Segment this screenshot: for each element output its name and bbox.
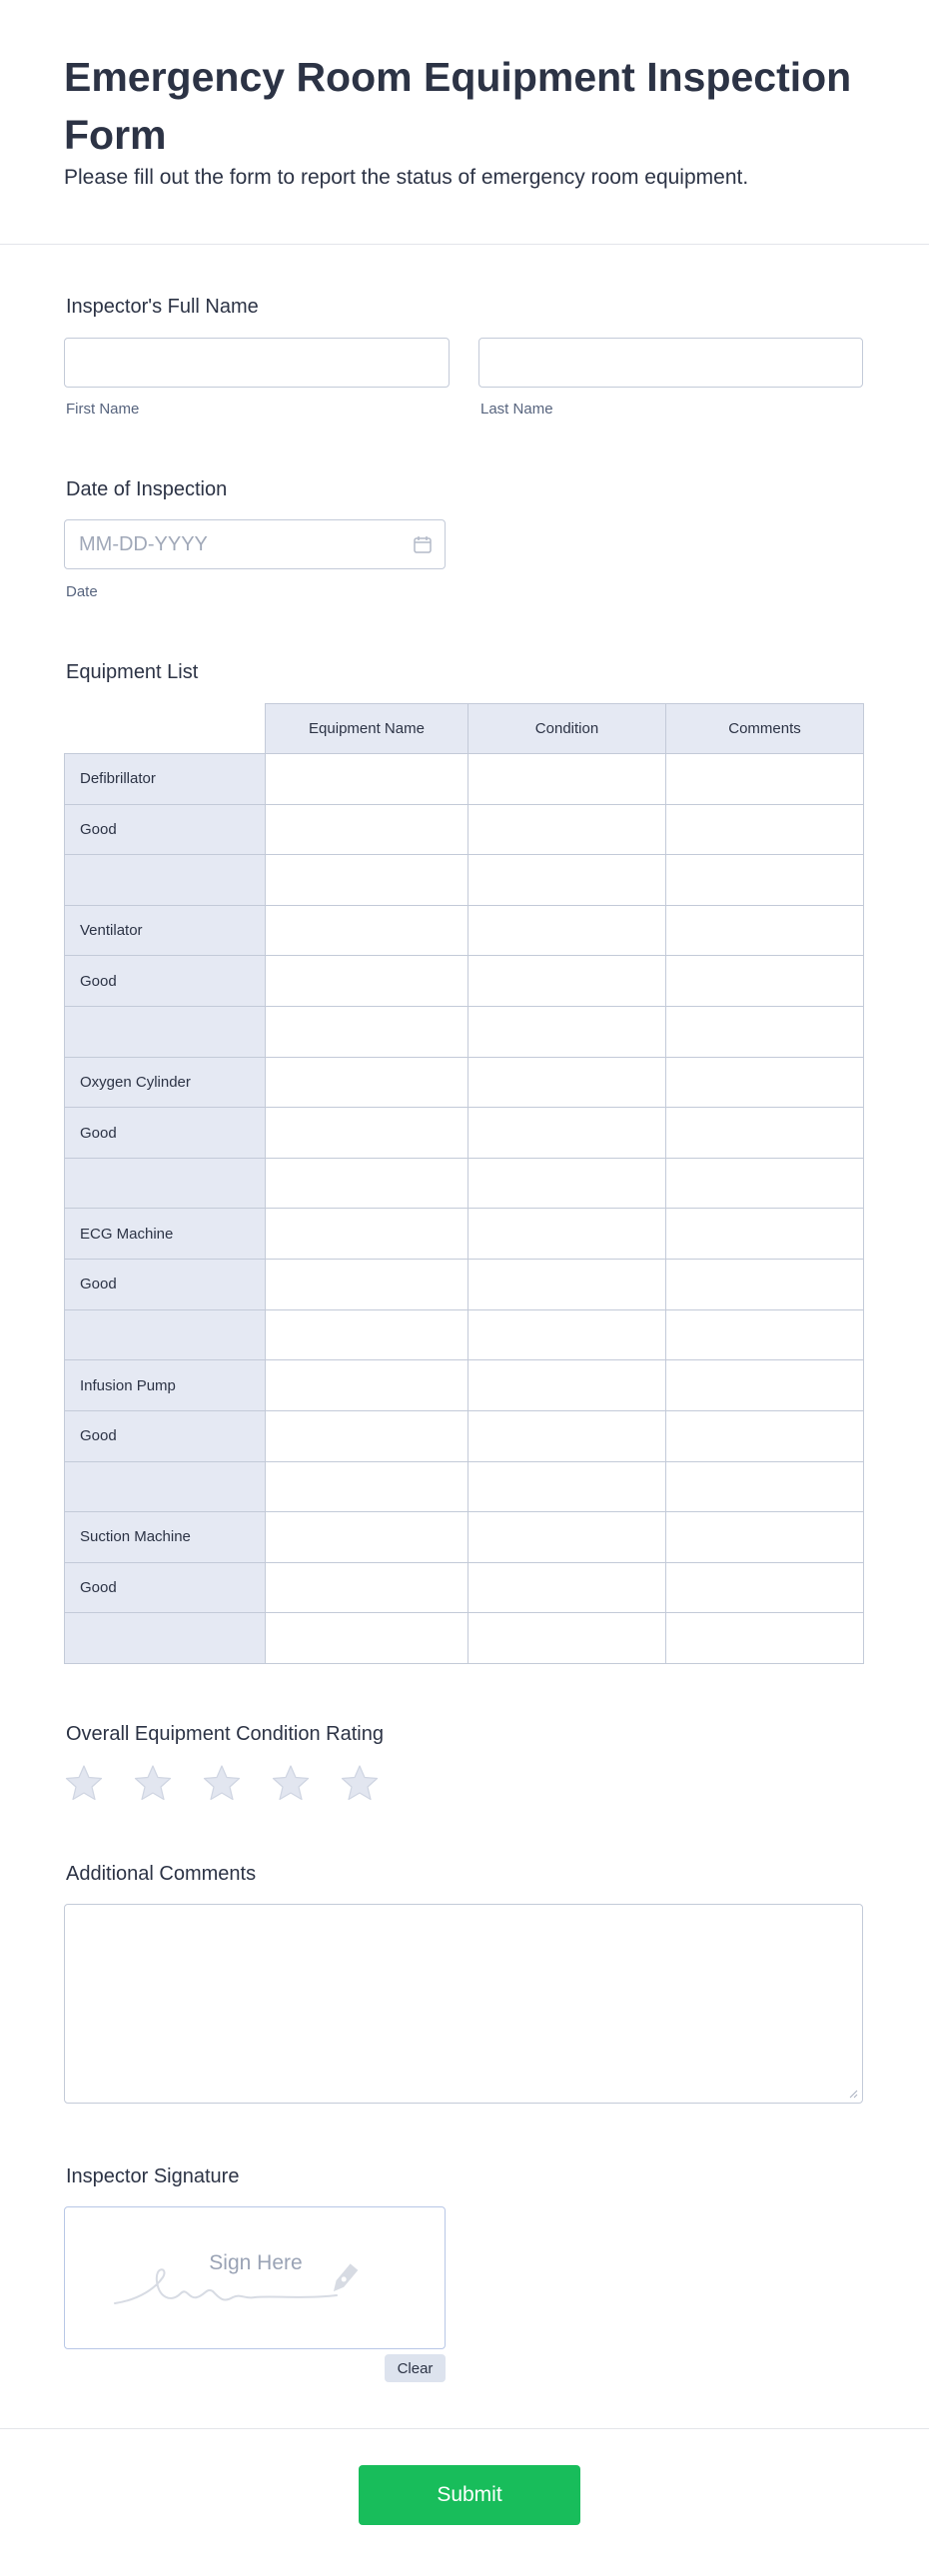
row-header: Good	[65, 804, 266, 855]
matrix-cell[interactable]	[468, 1209, 666, 1260]
row-header: Good	[65, 1562, 266, 1613]
matrix-cell[interactable]	[666, 1410, 864, 1461]
row-header: Suction Machine	[65, 1512, 266, 1563]
date-sublabel: Date	[66, 583, 98, 600]
matrix-cell[interactable]	[666, 804, 864, 855]
matrix-cell[interactable]	[666, 1461, 864, 1512]
row-header	[65, 855, 266, 906]
date-input[interactable]	[64, 519, 446, 569]
equipment-matrix	[64, 703, 864, 1664]
matrix-row	[65, 855, 864, 906]
matrix-cell[interactable]	[666, 1260, 864, 1310]
row-header: Defibrillator	[65, 754, 266, 805]
additional-comments-label: Additional Comments	[66, 1863, 257, 1885]
row-header: Good	[65, 1108, 266, 1159]
row-header	[65, 1613, 266, 1664]
matrix-cell[interactable]	[666, 1512, 864, 1563]
column-header: Equipment Name	[266, 704, 468, 754]
rating-label: Overall Equipment Condition Rating	[66, 1723, 384, 1745]
first-name-sublabel: First Name	[66, 401, 140, 418]
column-header: Comments	[666, 704, 864, 754]
matrix-row	[65, 1562, 864, 1613]
matrix-row	[65, 804, 864, 855]
matrix-cell[interactable]	[666, 754, 864, 805]
matrix-row	[65, 1057, 864, 1108]
matrix-cell[interactable]	[266, 1512, 468, 1563]
matrix-corner	[65, 704, 266, 754]
matrix-cell[interactable]	[468, 1461, 666, 1512]
date-placeholder: MM-DD-YYYY	[79, 533, 208, 555]
matrix-row	[65, 1158, 864, 1209]
matrix-cell[interactable]	[666, 1309, 864, 1360]
matrix-row	[65, 1007, 864, 1058]
matrix-cell[interactable]	[468, 1057, 666, 1108]
matrix-cell[interactable]	[666, 1209, 864, 1260]
matrix-cell[interactable]	[266, 905, 468, 956]
matrix-cell[interactable]	[468, 1260, 666, 1310]
additional-comments-textarea[interactable]	[64, 1904, 863, 2104]
row-header: Good	[65, 1410, 266, 1461]
matrix-cell[interactable]	[468, 804, 666, 855]
matrix-row	[65, 1108, 864, 1159]
matrix-row	[65, 1461, 864, 1512]
matrix-cell[interactable]	[666, 1158, 864, 1209]
matrix-cell[interactable]	[266, 804, 468, 855]
matrix-cell[interactable]	[266, 1057, 468, 1108]
column-header: Condition	[468, 704, 666, 754]
page-title: Emergency Room Equipment Inspection Form	[64, 54, 852, 158]
row-header: Ventilator	[65, 905, 266, 956]
matrix-row	[65, 1260, 864, 1310]
equipment-list-label: Equipment List	[66, 661, 199, 683]
matrix-cell[interactable]	[468, 956, 666, 1007]
first-name-input[interactable]	[64, 338, 450, 388]
matrix-cell[interactable]	[266, 855, 468, 906]
signature-pad[interactable]	[64, 2206, 446, 2349]
matrix-cell[interactable]	[468, 1360, 666, 1411]
matrix-cell[interactable]	[266, 1410, 468, 1461]
matrix-row	[65, 956, 864, 1007]
matrix-row	[65, 1309, 864, 1360]
row-header: ECG Machine	[65, 1209, 266, 1260]
inspector-name-label: Inspector's Full Name	[66, 296, 259, 318]
row-header	[65, 1007, 266, 1058]
star-icon[interactable]	[64, 1763, 104, 1803]
form-header	[0, 0, 929, 245]
matrix-row	[65, 905, 864, 956]
matrix-cell[interactable]	[266, 1158, 468, 1209]
submit-button[interactable]: Submit	[359, 2465, 580, 2525]
matrix-cell[interactable]	[266, 1209, 468, 1260]
matrix-cell[interactable]	[266, 1461, 468, 1512]
row-header	[65, 1309, 266, 1360]
matrix-cell[interactable]	[266, 956, 468, 1007]
row-header: Infusion Pump	[65, 1360, 266, 1411]
matrix-cell[interactable]	[666, 1613, 864, 1664]
row-header	[65, 1461, 266, 1512]
matrix-row	[65, 1209, 864, 1260]
matrix-cell[interactable]	[468, 905, 666, 956]
matrix-row	[65, 1360, 864, 1411]
row-header: Good	[65, 956, 266, 1007]
matrix-cell[interactable]	[468, 1562, 666, 1613]
star-icon[interactable]	[202, 1763, 242, 1803]
matrix-cell[interactable]	[266, 1108, 468, 1159]
resize-grip-icon[interactable]	[848, 2089, 858, 2099]
signature-placeholder: Sign Here	[209, 2251, 303, 2274]
last-name-input[interactable]	[478, 338, 863, 388]
row-header	[65, 1158, 266, 1209]
matrix-cell[interactable]	[266, 1360, 468, 1411]
matrix-cell[interactable]	[468, 1108, 666, 1159]
matrix-cell[interactable]	[266, 754, 468, 805]
matrix-cell[interactable]	[468, 1410, 666, 1461]
matrix-cell[interactable]	[266, 1309, 468, 1360]
matrix-cell[interactable]	[266, 1260, 468, 1310]
signature-label: Inspector Signature	[66, 2165, 240, 2187]
matrix-cell[interactable]	[468, 1158, 666, 1209]
clear-signature-button[interactable]: Clear	[385, 2354, 446, 2382]
matrix-cell[interactable]	[468, 1007, 666, 1058]
page-subtitle: Please fill out the form to report the status of emergency room equipment.	[64, 166, 749, 189]
matrix-cell[interactable]	[468, 1613, 666, 1664]
star-icon[interactable]	[340, 1763, 380, 1803]
row-header: Good	[65, 1260, 266, 1310]
matrix-cell[interactable]	[468, 1512, 666, 1563]
matrix-cell[interactable]	[666, 905, 864, 956]
matrix-cell[interactable]	[666, 1562, 864, 1613]
matrix-row	[65, 754, 864, 805]
row-header: Oxygen Cylinder	[65, 1057, 266, 1108]
matrix-cell[interactable]	[468, 754, 666, 805]
matrix-cell[interactable]	[266, 1007, 468, 1058]
matrix-cell[interactable]	[666, 1108, 864, 1159]
last-name-sublabel: Last Name	[480, 401, 553, 418]
matrix-row	[65, 1613, 864, 1664]
calendar-icon[interactable]	[413, 534, 433, 554]
matrix-row	[65, 1410, 864, 1461]
star-icon[interactable]	[271, 1763, 311, 1803]
matrix-cell[interactable]	[468, 855, 666, 906]
matrix-cell[interactable]	[666, 1360, 864, 1411]
star-icon[interactable]	[133, 1763, 173, 1803]
matrix-cell[interactable]	[468, 1309, 666, 1360]
matrix-cell[interactable]	[266, 1562, 468, 1613]
matrix-cell[interactable]	[666, 1007, 864, 1058]
matrix-cell[interactable]	[666, 855, 864, 906]
matrix-cell[interactable]	[666, 1057, 864, 1108]
matrix-row	[65, 1512, 864, 1563]
inspection-date-label: Date of Inspection	[66, 478, 228, 500]
matrix-cell[interactable]	[666, 956, 864, 1007]
matrix-cell[interactable]	[266, 1613, 468, 1664]
